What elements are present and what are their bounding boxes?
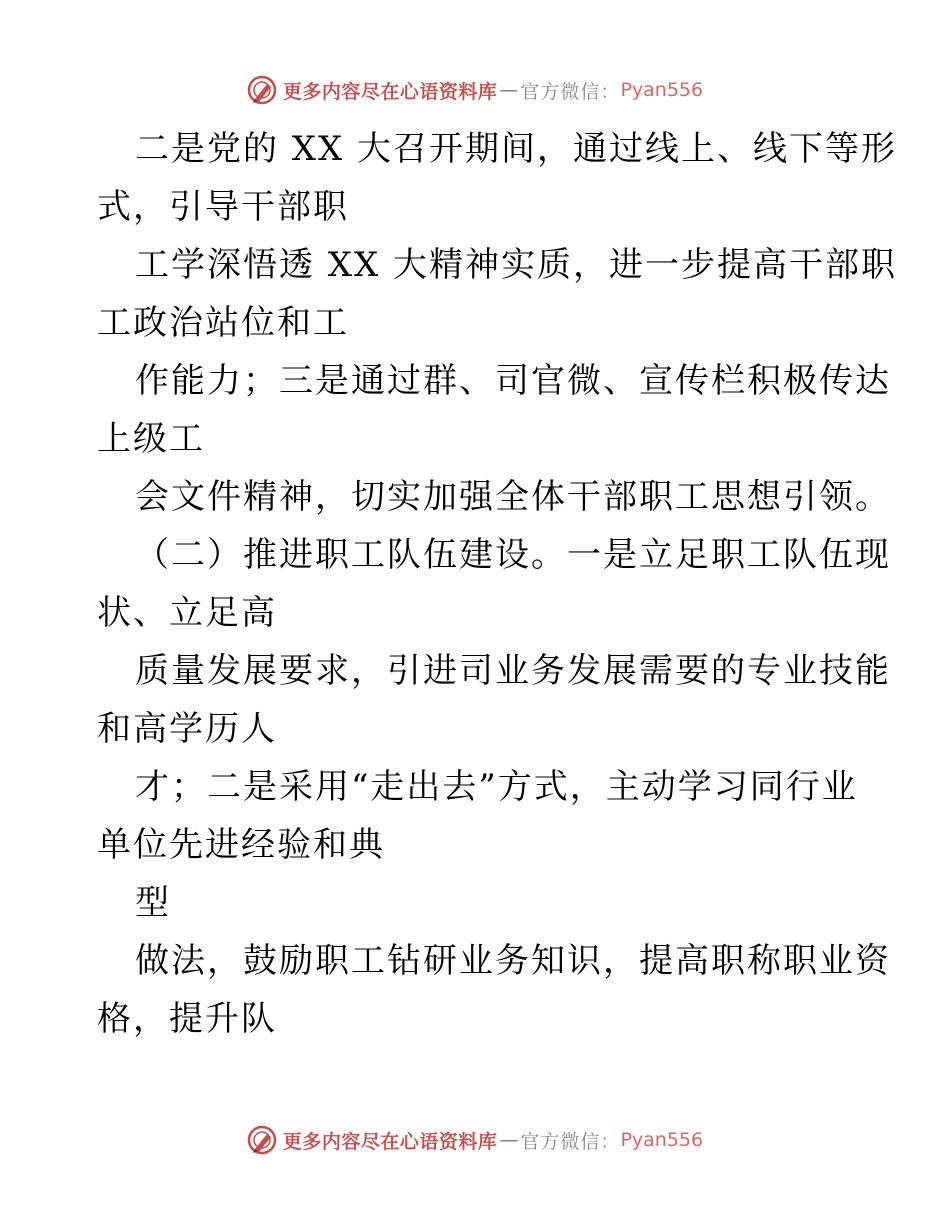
- body-line: 工学深悟透 XX 大精神实质，进一步提高干部职: [135, 245, 898, 285]
- body-line: 会文件精神，切实加强全体干部职工思想引领。: [135, 477, 891, 517]
- body-line: 型: [135, 883, 171, 923]
- footer-banner: [0, 1122, 950, 1158]
- body-line: 上级工: [97, 419, 205, 459]
- pen-logo-icon: [247, 75, 277, 105]
- body-line: 状、立足高: [97, 593, 277, 633]
- header-dash: —: [499, 79, 519, 101]
- footer-dash: —: [499, 1129, 519, 1151]
- header-brand-text: 更多内容尽在心语资料库: [282, 80, 498, 103]
- footer-brand-text: 更多内容尽在心语资料库: [282, 1130, 498, 1153]
- body-line: 做法，鼓励职工钻研业务知识，提高职称职业资: [135, 941, 891, 981]
- body-line: 质量发展要求，引进司业务发展需要的专业技能: [135, 651, 891, 691]
- body-line: 工政治站位和工: [97, 303, 349, 343]
- pen-logo-icon: [247, 1125, 277, 1155]
- header-official-label: 官方微信：: [520, 80, 621, 103]
- body-line: 式，引导干部职: [97, 187, 349, 227]
- body-line: 单位先进经验和典: [97, 825, 385, 865]
- body-line: 格，提升队: [97, 999, 277, 1039]
- body-line: 和高学历人: [97, 709, 277, 749]
- header-wechat-id: Pyan556: [620, 79, 704, 101]
- body-line: （二）推进职工队伍建设。一是立足职工队伍现: [135, 535, 891, 575]
- body-line: 作能力；三是通过群、司官微、宣传栏积极传达: [135, 361, 891, 401]
- footer-wechat-id: Pyan556: [620, 1129, 704, 1151]
- header-banner: [0, 72, 950, 108]
- footer-official-label: 官方微信：: [520, 1130, 621, 1153]
- document-body: [97, 120, 898, 1048]
- body-line: 才；二是采用“走出去”方式，主动学习同行业: [135, 767, 858, 807]
- body-line: 二是党的 XX 大召开期间，通过线上、线下等形: [135, 129, 898, 169]
